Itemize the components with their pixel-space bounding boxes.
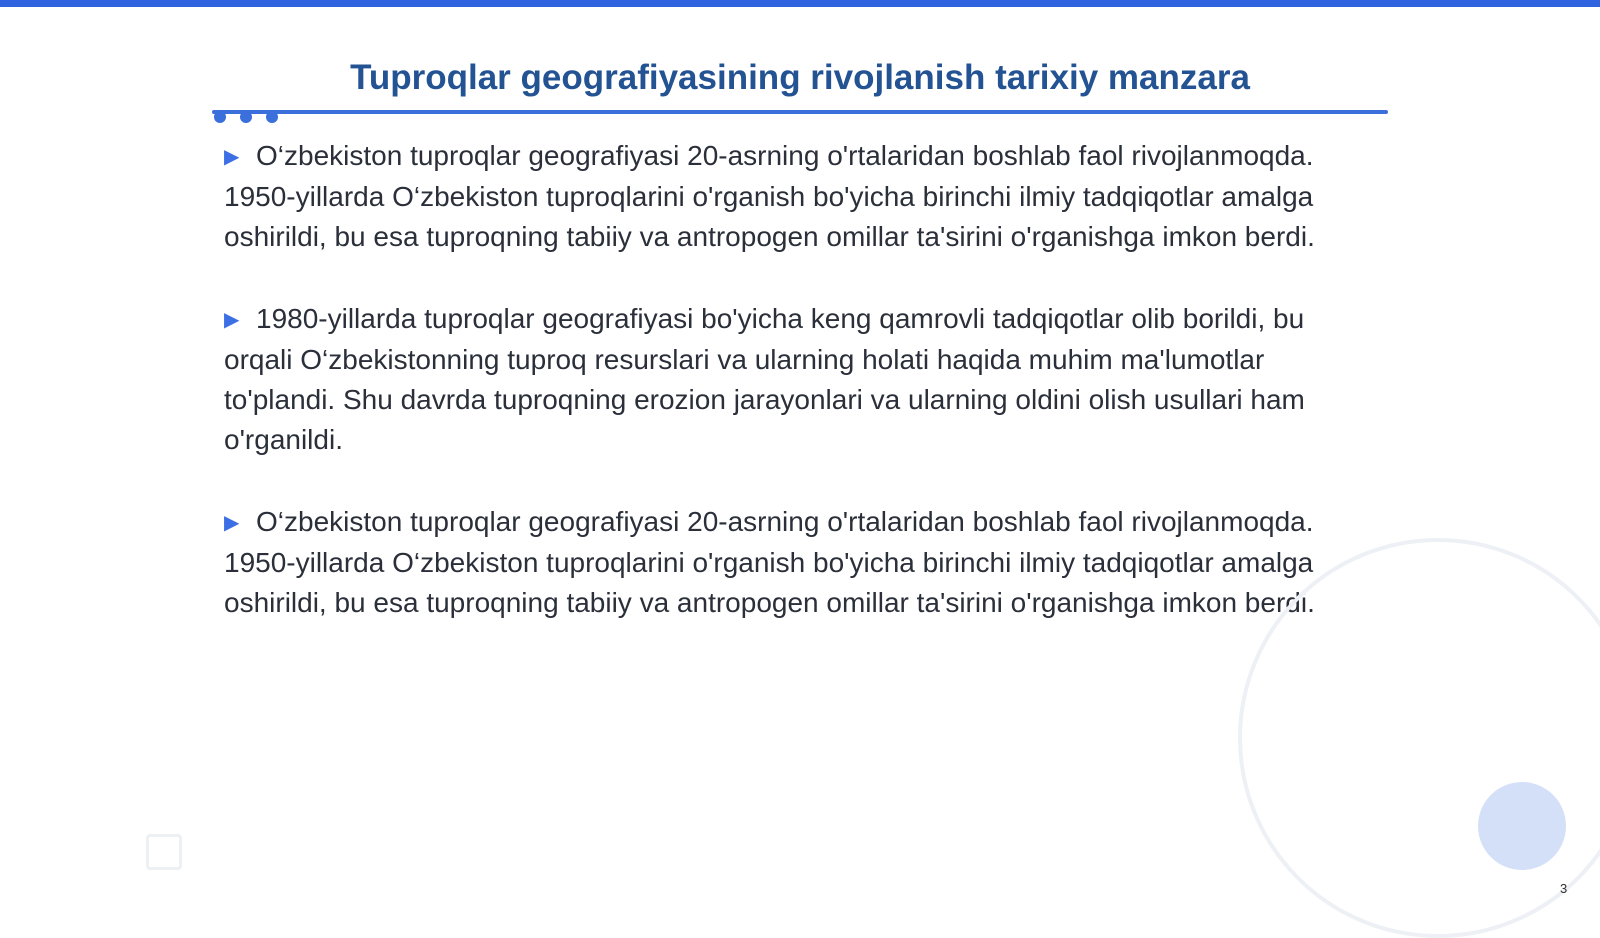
slide-title: Tuproqlar geografiyasining rivojlanish tarixiy manzara — [350, 58, 1250, 97]
page-number: 3 — [1560, 881, 1568, 896]
decorative-square — [146, 834, 182, 870]
bullet-item — [224, 502, 1364, 623]
bullet-item — [224, 299, 1364, 460]
top-accent-bar — [0, 0, 1600, 7]
bullet-list — [224, 136, 1364, 665]
decorative-dot — [266, 111, 278, 123]
bullet-item — [224, 136, 1364, 257]
decorative-dot — [240, 111, 252, 123]
bullet-arrow-icon: ▶ — [224, 512, 240, 534]
decorative-bubble — [1478, 782, 1566, 870]
decorative-dot — [214, 111, 226, 123]
bullet-text: 1980-yillarda tuproqlar geografiyasi bo'yicha keng qamrovli tadqiqotlar olib borildi, bu orqali O‘zbekistonning tuproq resurslari va ularning holati haqida muhim ma'lumotlar to'plandi. Shu davrda tuproqning erozion jarayonlari va ularning oldini olish usullari ham o'rganildi. — [224, 303, 1305, 455]
title-underline — [212, 110, 1388, 114]
bullet-text: O‘zbekiston tuproqlar geografiyasi 20-asrning o'rtalaridan boshlab faol rivojlanmoqda. 1950-yillarda O‘zbekiston tuproqlarini o'rganish bo'yicha birinchi ilmiy tadqiqotlar amalga oshirildi, bu esa tuproqning tabiiy va antropogen omillar ta'sirini o'rganishga imkon berdi. — [224, 506, 1315, 618]
bullet-text: O‘zbekiston tuproqlar geografiyasi 20-asrning o'rtalaridan boshlab faol rivojlanmoqda. 1950-yillarda O‘zbekiston tuproqlarini o'rganish bo'yicha birinchi ilmiy tadqiqotlar amalga oshirildi, bu esa tuproqning tabiiy va antropogen omillar ta'sirini o'rganishga imkon berdi. — [224, 140, 1315, 252]
bullet-arrow-icon: ▶ — [224, 146, 240, 168]
bullet-arrow-icon: ▶ — [224, 309, 240, 331]
